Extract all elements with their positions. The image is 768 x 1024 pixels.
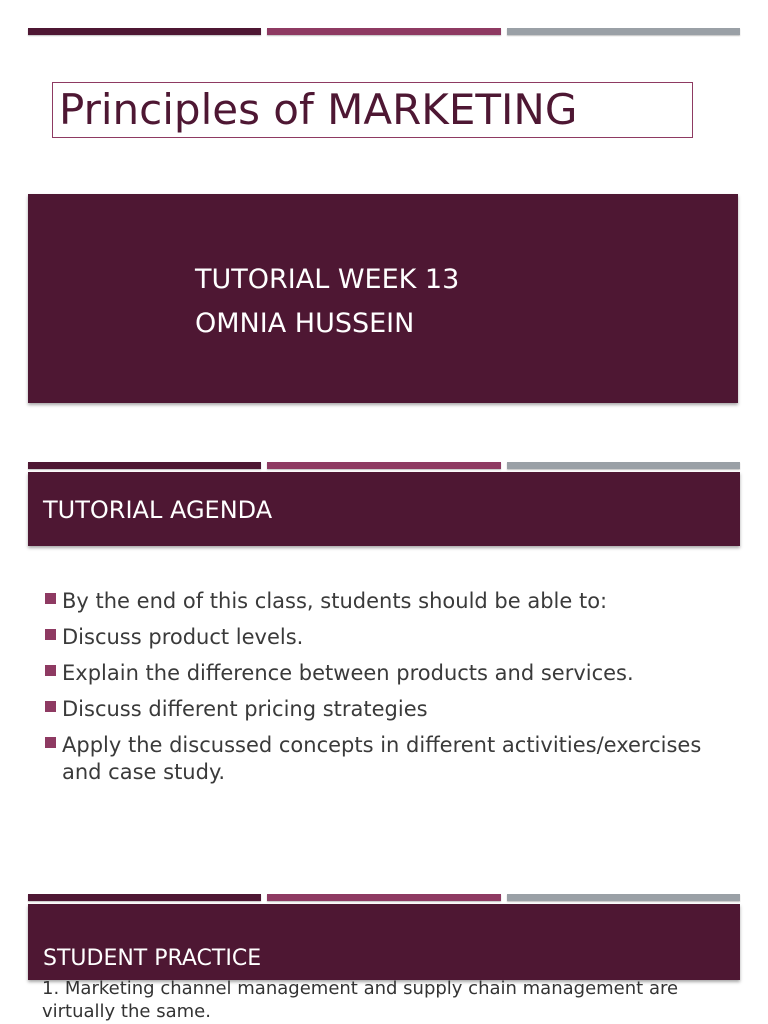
list-item-text: Apply the discussed concepts in different activities/exercises and case study. bbox=[62, 733, 702, 784]
practice-question: 1. Marketing channel management and supply chain management are virtually the same. bbox=[42, 978, 679, 1022]
subtitle-author: OMNIA HUSSEIN bbox=[195, 308, 415, 339]
accent-segment-dark bbox=[28, 894, 261, 901]
list-item bbox=[44, 588, 734, 615]
bullet-marker bbox=[45, 629, 56, 640]
agenda-accent-bar bbox=[28, 462, 740, 469]
bullet-marker bbox=[45, 665, 56, 676]
accent-segment-mid bbox=[267, 894, 500, 901]
accent-segment-mid bbox=[267, 28, 500, 35]
subtitle-week: TUTORIAL WEEK 13 bbox=[195, 264, 460, 295]
accent-segment-gray bbox=[507, 462, 740, 469]
list-item-text: By the end of this class, students should be able to: bbox=[62, 589, 608, 613]
subtitle-banner bbox=[28, 194, 738, 403]
bullet-marker bbox=[45, 593, 56, 604]
bullet-marker bbox=[45, 701, 56, 712]
agenda-heading: TUTORIAL AGENDA bbox=[43, 496, 273, 524]
accent-segment-gray bbox=[507, 894, 740, 901]
agenda-banner bbox=[28, 472, 740, 546]
accent-segment-gray bbox=[507, 28, 740, 35]
practice-accent-bar bbox=[28, 894, 740, 901]
accent-segment-dark bbox=[28, 28, 261, 35]
list-item bbox=[44, 660, 734, 687]
list-item bbox=[44, 624, 734, 651]
list-item-text: Discuss different pricing strategies bbox=[62, 697, 428, 721]
slide-title: Principles of MARKETING bbox=[59, 85, 578, 134]
list-item bbox=[44, 696, 734, 723]
title-box bbox=[52, 82, 693, 138]
agenda-list bbox=[44, 588, 734, 795]
practice-heading: STUDENT PRACTICE bbox=[43, 946, 262, 971]
top-accent-bar bbox=[28, 28, 740, 35]
practice-banner bbox=[28, 904, 740, 980]
bullet-marker bbox=[45, 737, 56, 748]
list-item bbox=[44, 732, 734, 786]
list-item-text: Explain the difference between products and services. bbox=[62, 661, 634, 685]
accent-segment-mid bbox=[267, 462, 500, 469]
list-item-text: Discuss product levels. bbox=[62, 625, 304, 649]
accent-segment-dark bbox=[28, 462, 261, 469]
